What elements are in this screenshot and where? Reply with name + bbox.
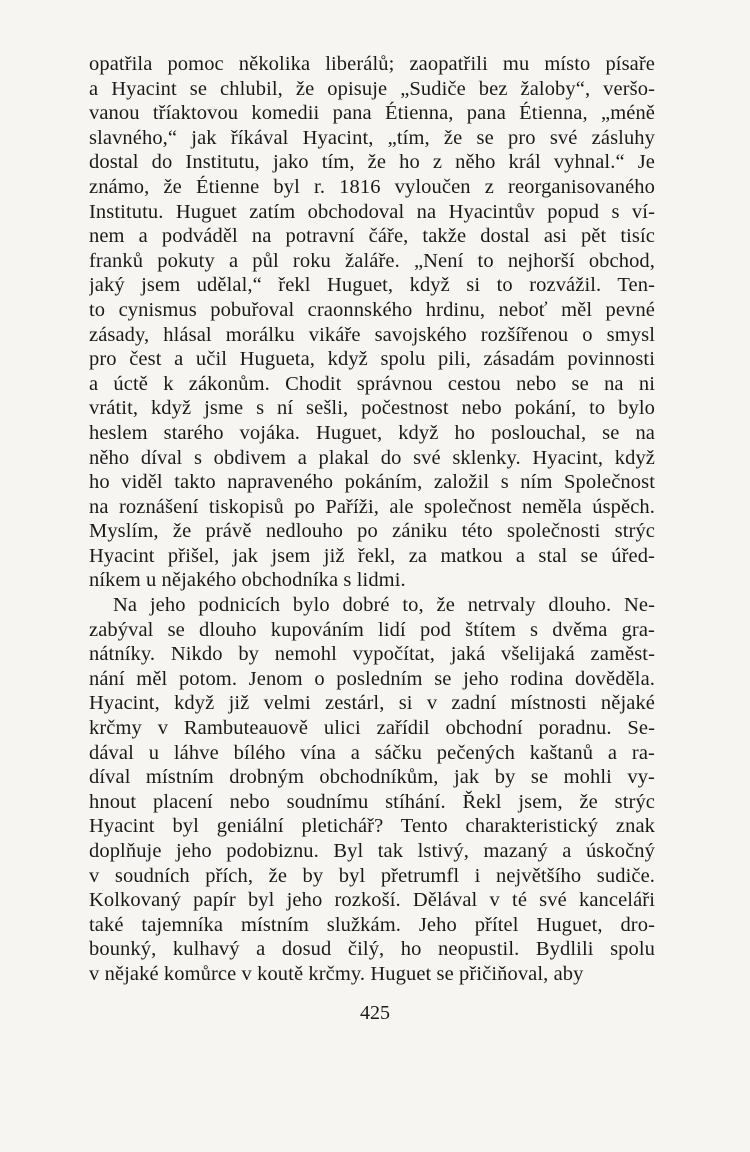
text-line: díval místním drobným obchodníkům, jak by se mohli vy- (89, 766, 655, 789)
text-line: v nějaké komůrce v koutě krčmy. Huguet se přičiňoval, aby (89, 962, 584, 985)
text-line: opatřila pomoc několika liberálů; zaopatřili mu místo písaře (89, 53, 655, 75)
text-line: níkem u nějakého obchodníka s lidmi. (89, 569, 406, 592)
text-line: Kolkovaný papír byl jeho rozkoší. Dělával v té své kanceláři (89, 889, 655, 912)
text-line: v soudních přích, že by byl přetrumfl i největšího sudiče. (89, 864, 655, 887)
text-line: Hyacint byl geniální pletichář? Tento charakteristický znak (89, 815, 655, 838)
paragraph-2 (89, 593, 655, 987)
page-number: 425 (360, 1002, 390, 1024)
text-line: dával u láhve bílého vína a sáčku pečených kaštanů a ra- (89, 741, 655, 764)
text-line: Myslím, že právě nedlouho po zániku této společnosti strýc (89, 520, 655, 543)
text-line: zabýval se dlouho kupováním lidí pod štítem s dvěma gra- (89, 618, 655, 641)
text-line: Hyacint přišel, jak jsem již řekl, za matkou a stal se úřed- (89, 544, 655, 567)
text-line: hnout placení nebo soudnímu stíhání. Řekl jsem, že strýc (89, 790, 655, 813)
paragraph-1 (89, 52, 655, 593)
text-line: slavného,“ jak říkával Hyacint, „tím, že se pro své zásluhy (89, 126, 655, 149)
text-line: ho viděl takto napraveného pokáním, založil s ním Společnost (89, 471, 655, 494)
text-line: bounký, kulhavý a dosud čilý, ho neopustil. Bydlili spolu (89, 938, 655, 961)
text-line: to cynismus pobuřoval craonnského hrdinu, neboť měl pevné (89, 298, 655, 321)
text-line: nem a podváděl na potravní čáře, takže dostal asi pět tisíc (89, 225, 655, 248)
text-line: také tajemníka místním služkám. Jeho přítel Huguet, dro- (89, 913, 655, 936)
text-line: něho díval s obdivem a plakal do své sklenky. Hyacint, když (89, 446, 655, 469)
text-line: dostal do Institutu, jako tím, že ho z něho král vyhnal.“ Je (89, 151, 655, 174)
text-line: vanou tříaktovou komedii pana Étienna, pana Étienna, „méně (89, 102, 655, 125)
text-line: pro čest a učil Hugueta, když spolu pili, zásadám povinnosti (89, 348, 655, 371)
page-body (89, 52, 655, 987)
text-line: Institutu. Huguet zatím obchodoval na Hyacintův popud s ví- (89, 200, 655, 223)
text-line: a úctě k zákonům. Chodit správnou cestou nebo se na ni (89, 372, 655, 395)
text-line: doplňuje jeho podobiznu. Byl tak lstivý, mazaný a úskočný (89, 840, 655, 862)
text-line: nání měl potom. Jenom o posledním se jeho rodina dověděla. (89, 667, 655, 690)
text-line: nátníky. Nikdo by nemohl vypočítat, jaká všelijaká zaměst- (89, 643, 655, 666)
text-line: jaký jsem udělal,“ řekl Huguet, když si to rozvážil. Ten- (89, 274, 655, 297)
text-line: franků pokuty a půl roku žaláře. „Není to nejhorší obchod, (89, 249, 655, 272)
text-line: krčmy v Rambuteauově ulici zařídil obchodní poradnu. Se- (89, 717, 655, 740)
text-line: a Hyacint se chlubil, že opisuje „Sudiče bez žaloby“, veršo- (89, 77, 655, 100)
text-line: známo, že Étienne byl r. 1816 vyloučen z reorganisovaného (89, 175, 655, 198)
text-line: na roznášení tiskopisů po Paříži, ale společnost neměla úspěch. (89, 495, 655, 518)
text-line: heslem starého vojáka. Huguet, když ho poslouchal, se na (89, 421, 655, 444)
text-line: zásady, hlásal morálku vikáře savojského rozšířenou o smysl (89, 323, 655, 346)
text-line: vrátit, když jsme s ní sešli, počestnost nebo pokání, to bylo (89, 397, 655, 420)
text-line: Hyacint, když již velmi zestárl, si v zadní místnosti nějaké (89, 692, 655, 715)
text-line: Na jeho podnicích bylo dobré to, že netrvaly dlouho. Ne- (113, 594, 655, 617)
